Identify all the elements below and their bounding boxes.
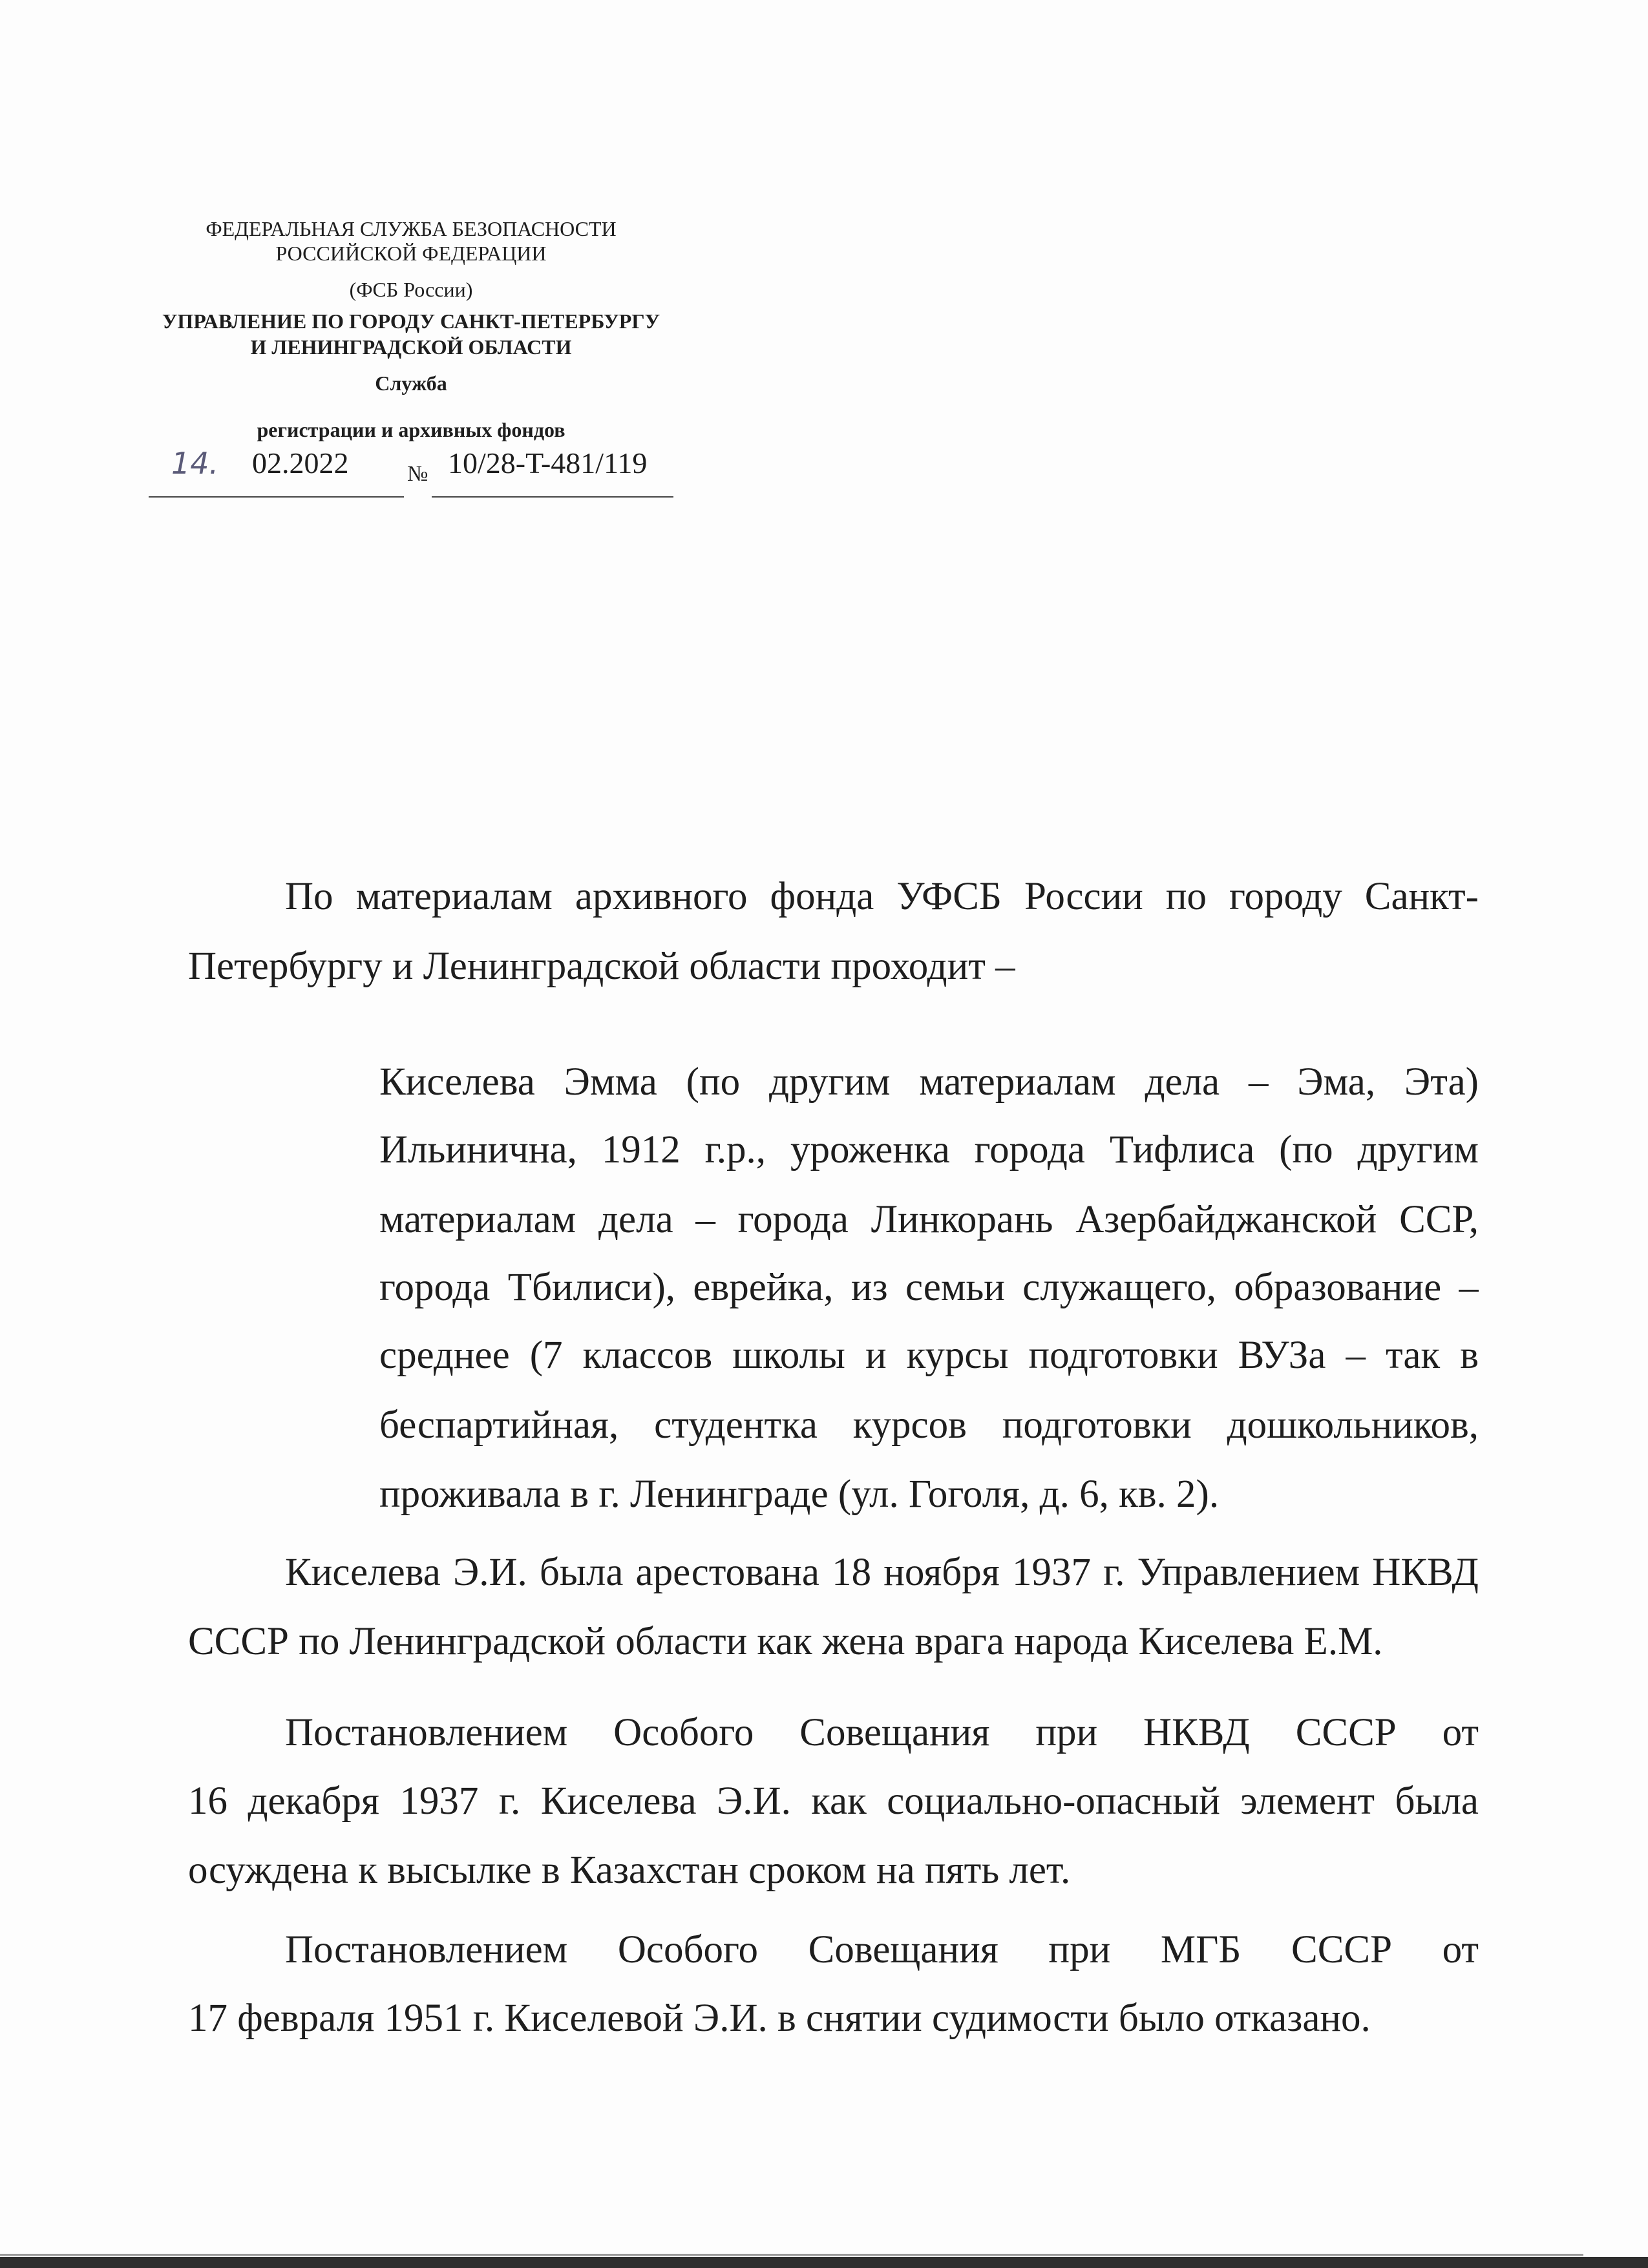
body-text-line: Киселева Эмма (по другим материалам дела – Эма, Эта) (379, 1060, 1479, 1104)
date-underline (149, 496, 404, 498)
body-text-line: Петербургу и Ленинградской области проходит – (188, 945, 1015, 988)
scanner-border (0, 2257, 1648, 2268)
handwritten-day: 14. (171, 446, 219, 481)
body-text-line: Ильинична, 1912 г.р., уроженка города Тифлиса (по другим (379, 1128, 1479, 1171)
body-text-line: 17 февраля 1951 г. Киселевой Э.И. в снятии судимости было отказано. (188, 1997, 1371, 2040)
agency-short-name: (ФСБ России) (349, 278, 473, 301)
number-sign: № (407, 462, 428, 486)
agency-name-line1: ФЕДЕРАЛЬНАЯ СЛУЖБА БЕЗОПАСНОСТИ (206, 217, 617, 240)
body-text-line: беспартийная, студентка курсов подготовки дошкольников, (379, 1403, 1479, 1447)
body-text-line: проживала в г. Ленинграде (ул. Гоголя, д. 6, кв. 2). (379, 1473, 1220, 1516)
body-text-line: материалам дела – города Линкорань Азербайджанской ССР, (379, 1198, 1479, 1241)
body-text-line: города Тбилиси), еврейка, из семьи служащего, образование – (379, 1266, 1479, 1309)
body-text-line: Постановлением Особого Совещания при МГБ СССР от (285, 1928, 1479, 1971)
document-date: 02.2022 (252, 446, 349, 479)
department-line2: И ЛЕНИНГРАДСКОЙ ОБЛАСТИ (250, 335, 572, 359)
service-line1: Служба (375, 372, 447, 395)
body-text-line: 16 декабря 1937 г. Киселева Э.И. как социально-опасный элемент была (188, 1780, 1479, 1823)
document-number: 10/28-T-481/119 (448, 446, 648, 479)
body-text-line: По материалам архивного фонда УФСБ России по городу Санкт- (285, 875, 1479, 918)
agency-name-line2: РОССИЙСКОЙ ФЕДЕРАЦИИ (275, 242, 547, 265)
body-text-line: Киселева Э.И. была арестована 18 ноября 1937 г. Управлением НКВД (285, 1551, 1479, 1594)
number-underline (432, 496, 673, 498)
service-line2: регистрации и архивных фондов (257, 418, 565, 441)
body-text-line: Постановлением Особого Совещания при НКВД СССР от (285, 1711, 1479, 1754)
body-text-line: СССР по Ленинградской области как жена врага народа Киселева Е.М. (188, 1620, 1383, 1663)
page-edge (0, 2254, 1583, 2256)
body-text-line: осуждена к высылке в Казахстан сроком на пять лет. (188, 1849, 1071, 1892)
body-text-line: среднее (7 классов школы и курсы подготовки ВУЗа – так в (379, 1334, 1479, 1377)
department-line1: УПРАВЛЕНИЕ ПО ГОРОДУ САНКТ-ПЕТЕРБУРГУ (162, 310, 660, 333)
